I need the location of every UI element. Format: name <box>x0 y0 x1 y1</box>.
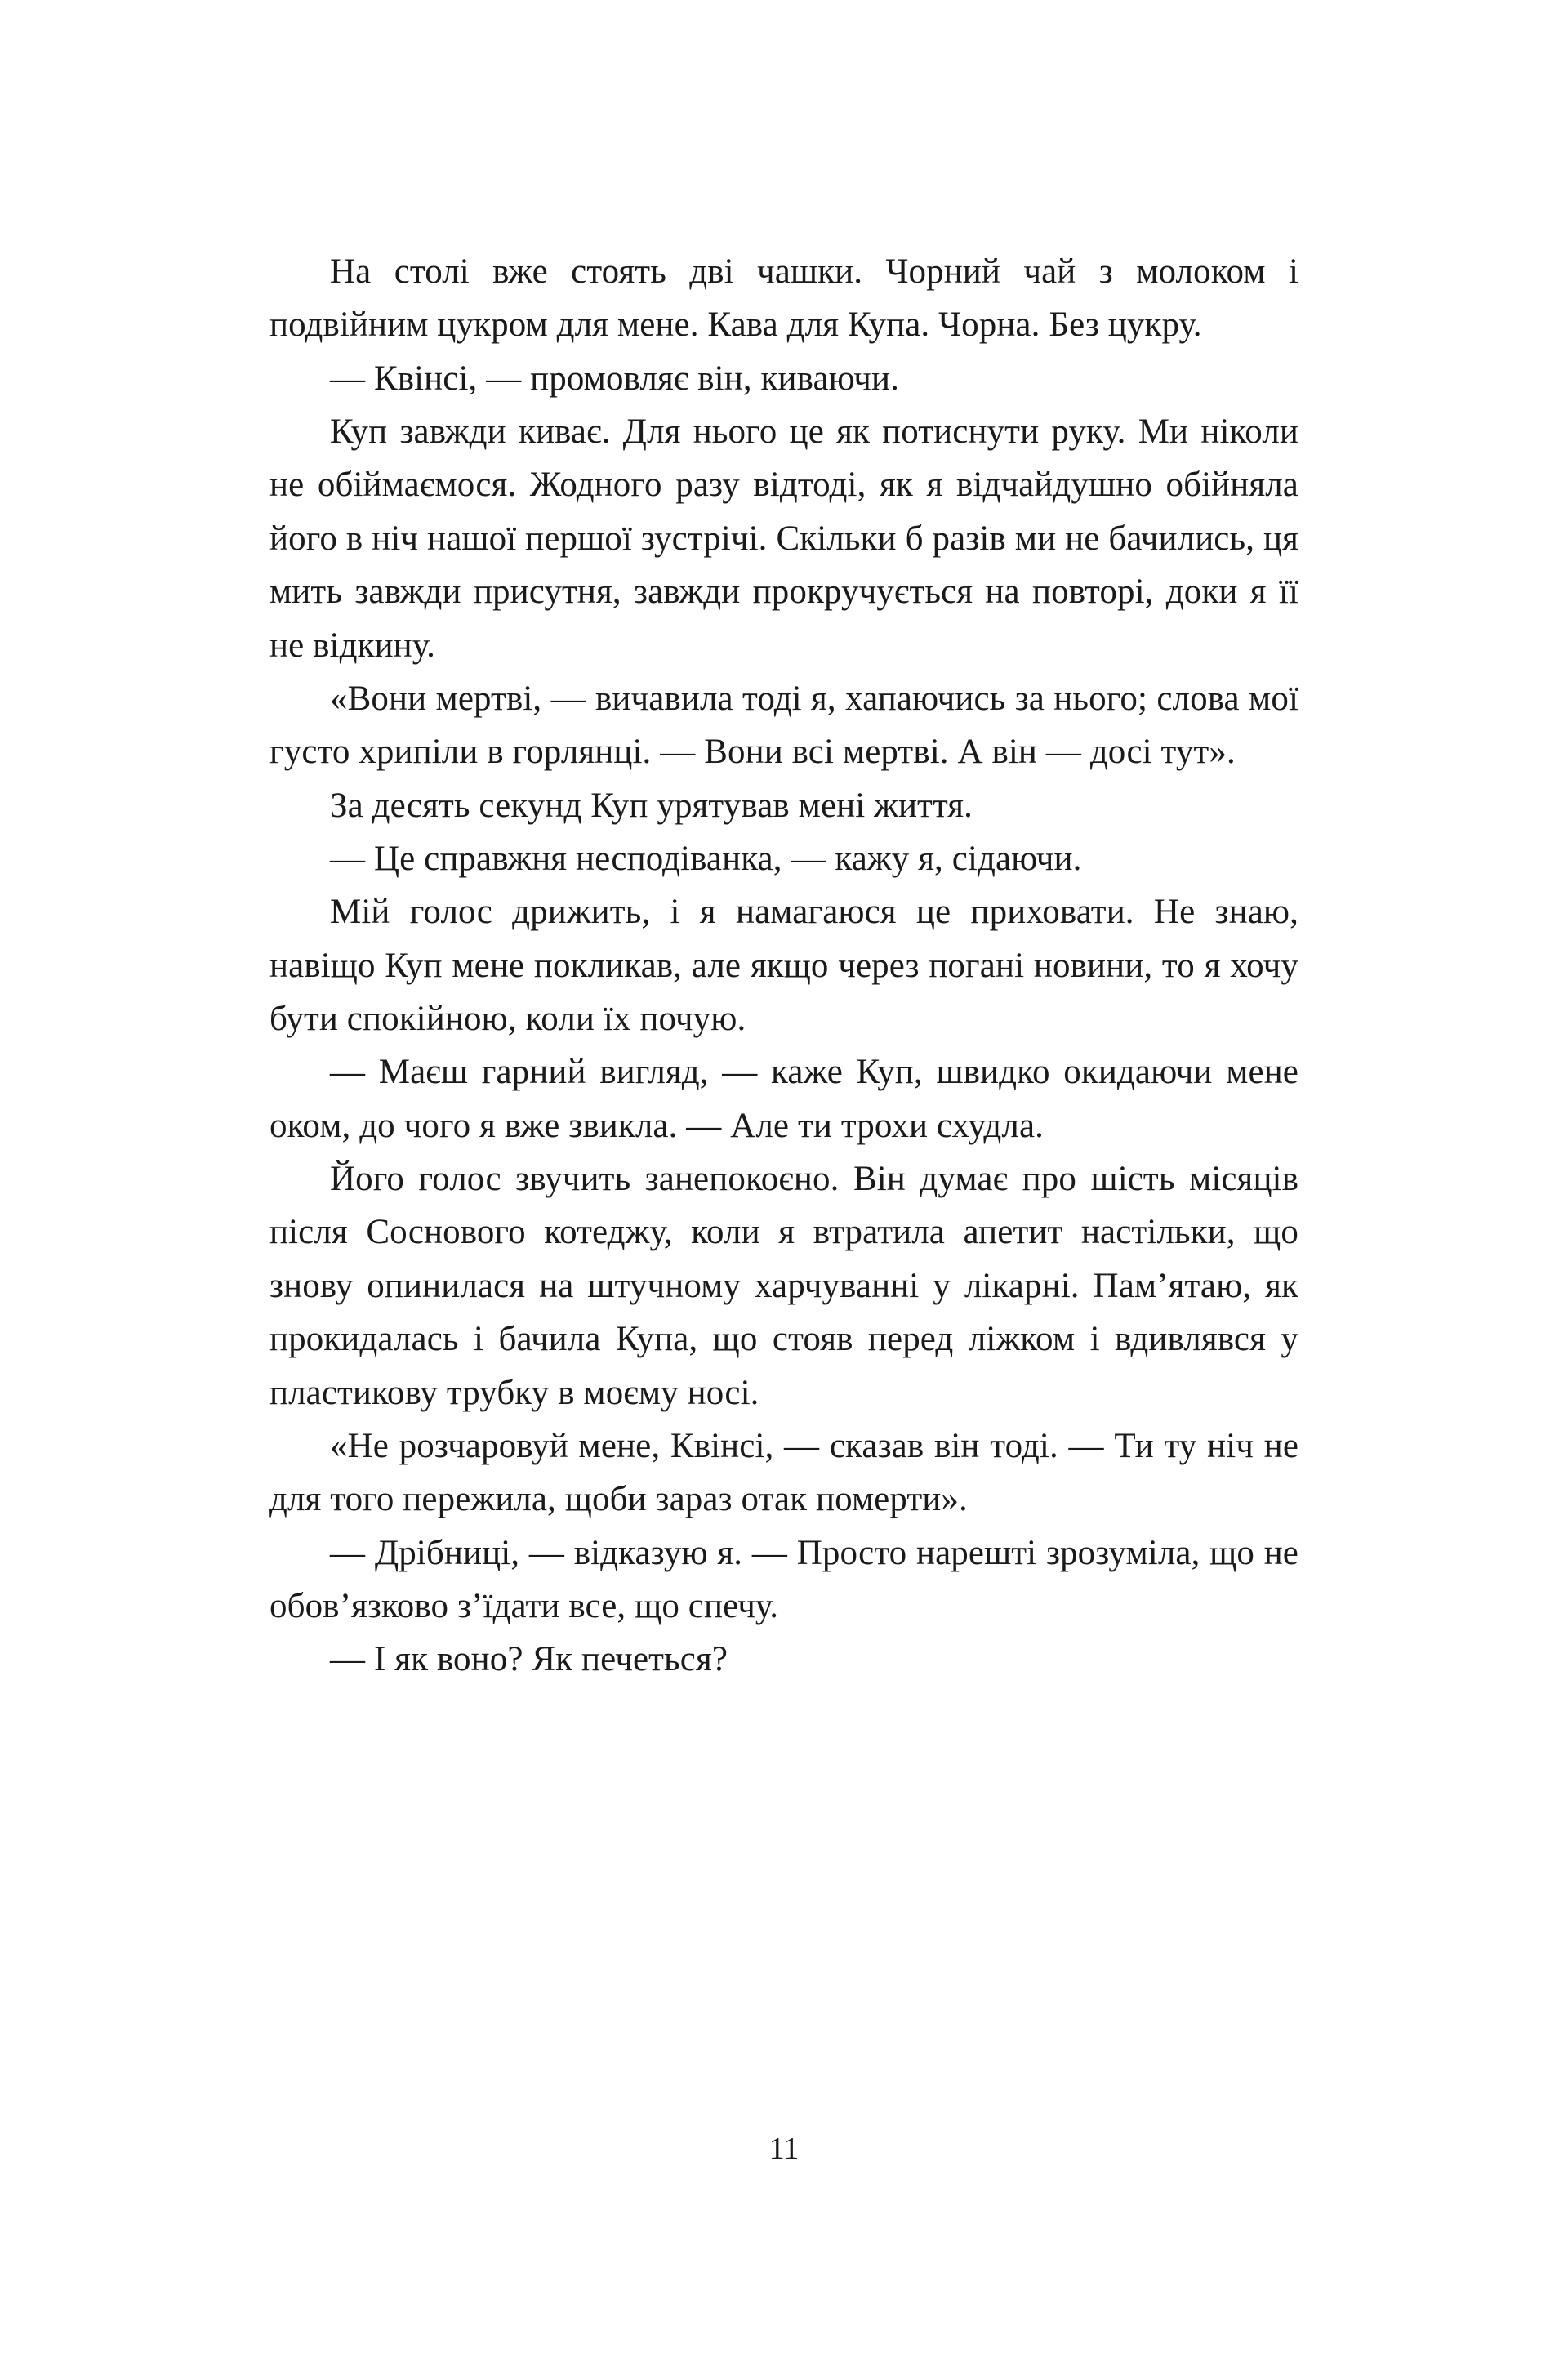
paragraph: Мій голос дрижить, і я намагаюся це приховати. Не знаю, навіщо Куп мене покликав, але якщо через погані новини, то я хочу бути спокійною, коли їх почую. <box>270 893 1298 1039</box>
paragraph: На столі вже стоять дві чашки. Чорний чай з молоком і подвійним цукром для мене. Кава для Купа. Чорна. Без цукру. <box>270 252 1298 345</box>
paragraph: «Вони мертві, — вичавила тоді я, хапаючись за нього; слова мої густо хрипіли в горлянці. — Вони всі мертві. А він — досі тут». <box>270 679 1298 772</box>
paragraph: — Квінсі, — промовляє він, киваючи. <box>330 359 899 398</box>
paragraph: — Це справжня несподіванка, — кажу я, сідаючи. <box>330 839 1082 878</box>
page-number: 11 <box>768 2132 800 2166</box>
paragraph: «Не розчаровуй мене, Квінсі, — сказав він тоді. — Ти ту ніч не для того пережила, щоби зараз отак померти». <box>270 1426 1298 1519</box>
paragraph: За десять секунд Куп урятував мені життя. <box>330 786 973 825</box>
page-body-text <box>270 245 1298 1687</box>
paragraph: — Маєш гарний вигляд, — каже Куп, швидко окидаючи мене оком, до чого я вже звикла. — Але ти трохи схудла. <box>270 1053 1298 1145</box>
paragraph: Його голос звучить занепокоєно. Він думає про шість місяців після Соснового котеджу, коли я втратила апетит настільки, що знову опинилася на штучному харчуванні у лікарні. Пам’ятаю, як прокидалась і бачила Купа, що стояв перед ліжком і вдивлявся у пластикову трубку в моєму носі. <box>270 1160 1298 1412</box>
paragraph: Куп завжди киває. Для нього це як потиснути руку. Ми ніколи не обіймаємося. Жодного разу відтоді, як я відчайдушно обійняла його в ніч нашої першої зустрічі. Скільки б разів ми не бачились, ця мить завжди присутня, завжди прокручується на повторі, доки я її не відкину. <box>270 412 1298 665</box>
paragraph: — І як воно? Як печеться? <box>330 1640 728 1679</box>
paragraph: — Дрібниці, — відказую я. — Просто нарешті зрозуміла, що не обов’язково з’їдати все, що спечу. <box>270 1533 1298 1625</box>
